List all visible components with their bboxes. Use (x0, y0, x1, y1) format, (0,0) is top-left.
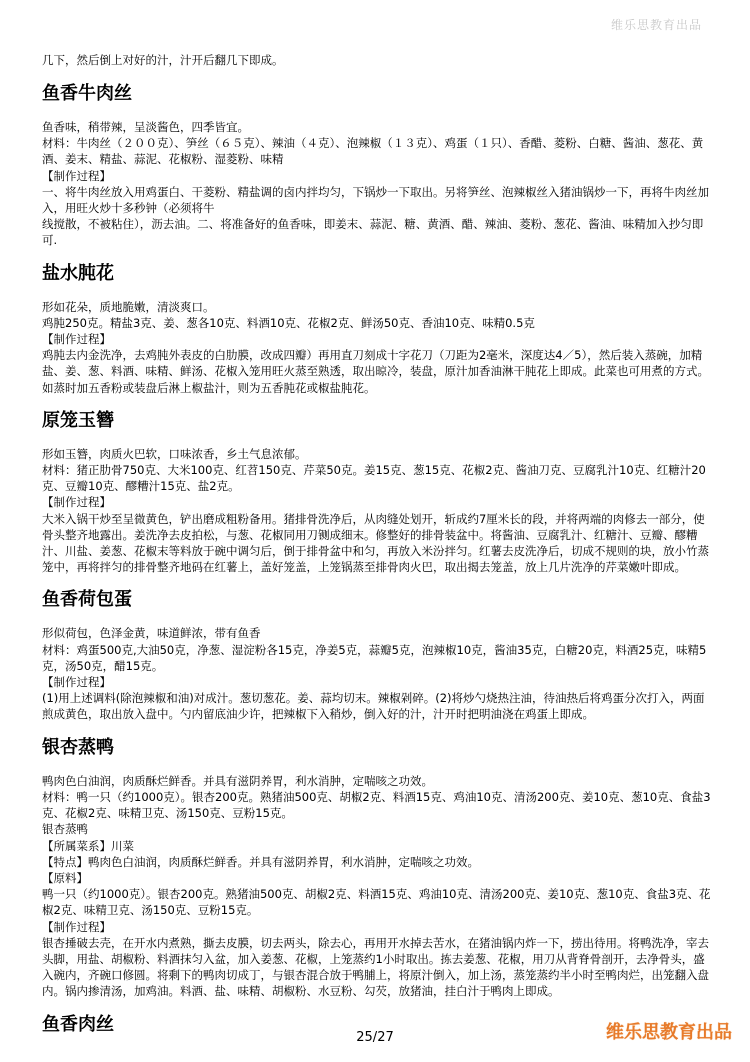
recipe-line: 【制作过程】 (42, 675, 111, 690)
recipe-line: 一、将牛肉丝放入用鸡蛋白、干菱粉、精盐调的卤内拌均匀，下锅炒一下取出。另将笋丝、泡辣椒丝入猪油锅炒一下，再将牛肉丝加入，用旺火炒十多秒钟（必须将牛 (42, 184, 709, 216)
page-number: 25/27 (356, 1030, 394, 1045)
recipe-line: 【制作过程】 (42, 919, 111, 934)
recipe-line: 银杏蒸鸭 (42, 822, 88, 837)
recipe-title: 盐水肫花 (42, 262, 114, 284)
recipe-line: 【制作过程】 (42, 495, 111, 510)
recipe-line: 材料：牛肉丝（２００克）、笋丝（６５克）、辣油（４克）、泡辣椒（１３克）、鸡蛋（１只）、香醋、菱粉、白糖、酱油、葱花、黄酒、姜末、精盐、蒜泥、花椒粉、湿菱粉、味精 (42, 136, 704, 167)
header-watermark: 维乐思教育出品 (610, 18, 702, 32)
recipe-line: 鱼香味，稍带辣，呈淡酱色，四季皆宜。 (42, 120, 249, 134)
recipe-title: 鱼香肉丝 (42, 1013, 114, 1035)
recipe-body (42, 299, 712, 396)
recipe-line: 形如花朵，质地脆嫩，清淡爽口。 (42, 299, 215, 314)
recipe-line: 银杏捶破去壳，在开水内煮熟，撕去皮膜，切去两头，除去心，再用开水掉去苦水，在猪油锅内炸一下，捞出待用。将鸭洗净，宰去头脚，用盐、胡椒粉、料酒抹匀入盆，加入姜葱、花椒，上笼蒸约1小时取出。拣去姜葱、花椒，用刀从背脊骨剖开，去净骨头，盛入碗内，齐碗口修圆。将剩下的鸭肉切成丁，与银杏混合放于鸭脯上，将原汁倒入，加上汤，蒸笼蒸约半小时至鸭肉烂，出笼翻入盘内。锅内掺清汤，加鸡油。料酒、盐、味精、胡椒粉、水豆粉、勾芡，放猪油，挂白汁于鸭肉上即成。 (42, 935, 709, 999)
recipe-line: 【制作过程】 (42, 168, 111, 183)
recipe-line: 材料：鸡蛋500克,大油50克，净葱、湿淀粉各15克，净姜5克，蒜瓣5克，泡辣椒10克，酱油35克，白糖20克，料酒25克，味精5克，汤50克，醋15克。 (42, 642, 707, 673)
recipe-title: 鱼香荷包蛋 (42, 589, 132, 611)
recipe-line: 【所属菜系】川菜 (42, 838, 134, 853)
recipe-body (42, 625, 712, 722)
recipe-line: 大米入锅干炒至呈微黄色，铲出磨成粗粉备用。猪排骨洗净后，从肉缝处划开，斩成约7厘米长的段，并将两端的肉修去一部分，使骨头整齐地露出。姜洗净去皮拍松，与葱、花椒同用刀铡成细末。修整好的排骨装盆中。将酱油、豆腐乳汁、红糖汁、豆瓣、醪糟汁、川盐、姜葱、花椒末等料放于碗中调匀后，倒于排骨盆中和匀，再放入米汾拌匀。红薯去皮洗净后，切成不规则的块，放小竹蒸笼中，再将拌匀的排骨整齐地码在红薯上，盖好笼盖，上笼锅蒸至排骨肉火巴，取出揭去笼盖，放上几片洗净的芹菜嫩叶即成。 (42, 511, 709, 575)
recipe-line: 鸭肉色白油润，肉质酥烂鲜香。并具有滋阴养胃，利水消肿，定喘咳之功效。 (42, 773, 433, 788)
recipe-title: 银杏蒸鸭 (42, 736, 114, 758)
recipe-line: 【原料】 (42, 870, 88, 885)
recipe-section (42, 589, 712, 722)
continued-text: 几下，然后倒上对好的汁，汁开后翻几下即成。 (42, 53, 284, 67)
recipe-section (42, 83, 712, 249)
recipe-line: 【制作过程】 (42, 332, 111, 347)
recipe-section (42, 263, 712, 396)
recipe-section (42, 410, 712, 576)
recipe-body (42, 773, 712, 1000)
recipe-title: 原笼玉簪 (42, 409, 114, 431)
recipe-line: (1)用上述调料(除泡辣椒和油)对成汁。葱切葱花。姜、蒜均切末。辣椒剁碎。(2)将炒勺烧热注油，待油热后将鸡蛋分次打入，两面煎成黄色，取出放入盘中。勺内留底油少许，把辣椒下入稍炒，倒入好的汁，汁开时把明油浇在鸡蛋上即成。 (42, 691, 705, 722)
recipe-line: 【特点】鸭肉色白油润，肉质酥烂鲜香。并具有滋阴养胃，利水消肿，定喘咳之功效。 (42, 854, 479, 869)
recipe-line: 材料：鸭一只（约1000克）。银杏200克。熟猪油500克、胡椒2克、料酒15克、鸡油10克、清汤200克、姜10克、葱10克、食盐3克、花椒2克、味精卫克、汤150克、豆粉15克。 (42, 789, 711, 821)
recipe-body (42, 446, 712, 576)
recipe-line: 鸭一只（约1000克）。银杏200克。熟猪油500克、胡椒2克、料酒15克、鸡油10克、清汤200克、姜10克、葱10克、食盐3克、花椒2克、味精卫克、汤150克、豆粉15克。 (42, 887, 711, 918)
recipe-line: 形似荷包，色泽金黄，味道鲜浓，带有鱼香 (42, 626, 261, 641)
recipe-title: 鱼香牛肉丝 (42, 83, 132, 104)
recipe-line: 鸡肫250克。精盐3克、姜、葱各10克、料酒10克、花椒2克、鲜汤50克、香油10克、味精0.5克 (42, 315, 535, 330)
recipe-line: 线搅散，不被粘住），沥去油。二、将准备好的鱼香味，即姜末、蒜泥、糖、黄酒、醋、辣油、菱粉、葱花、酱油、味精加入抄匀即可. (42, 217, 704, 248)
footer-logo: 维乐思教育出品 (606, 1022, 732, 1043)
recipe-line: 材料：猪正肋骨750克、大米100克、红苕150克、芹菜50克。姜15克、葱15克、花椒2克、酱油刀克、豆腐乳汁10克、红糖汁20克、豆瓣10克、醪糟汁15克、盐2克。 (42, 463, 706, 494)
document-page (42, 52, 712, 1050)
recipe-line: 鸡肫去内金洗净，去鸡肫外表皮的白肋膜，改成四瓣）再用直刀刻成十字花刀（刀距为2毫米，深度达4／5），然后装入蒸碗，加精盐、姜、葱、料酒、味精、鲜汤、花椒入笼用旺火蒸至熟透，取出晾冷，装盘，原汁加香油淋干肫花上即成。此菜也可用煮的方式。如蒸时加五香粉或装盘后淋上椒盐汁，则为五香肫花或椒盐肫花。 (42, 348, 709, 395)
recipe-body (42, 119, 712, 249)
recipe-section (42, 737, 712, 1000)
recipe-line: 形如玉簪，肉质火巴软，口味浓香，乡土气息浓郁。 (42, 446, 307, 461)
